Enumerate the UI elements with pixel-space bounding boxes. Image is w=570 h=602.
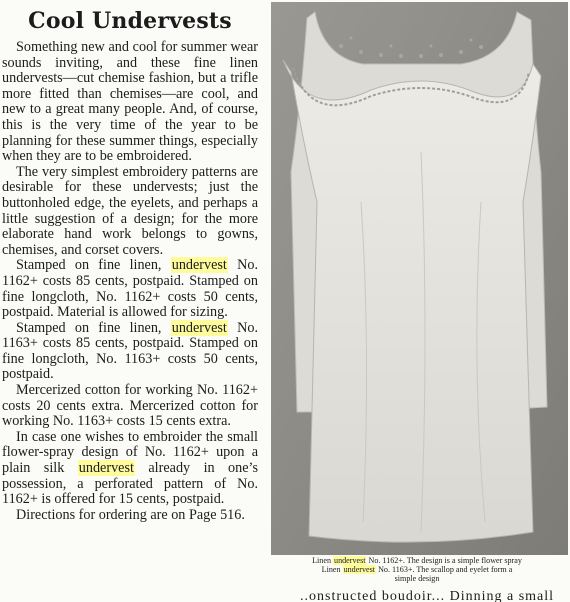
cut-off-next-column-text: ..onstructed boudoir... Dinning a small — [300, 590, 555, 602]
undervest-illustration — [271, 2, 568, 555]
text-segment: Linen — [312, 556, 334, 565]
caption-line-1163 — [264, 565, 570, 574]
text-segment: No. 1162+ costs 85 cents, postpaid. Stamped on fine longcloth, No. 1162+ costs 50 cents, postpaid. Material is allowed for sizing. — [2, 257, 259, 321]
article-column — [2, 4, 258, 523]
text-segment: No. 1163+. The scallop and eyelet form a — [376, 565, 513, 574]
paragraph-ordering: Directions for ordering are on Page 516. — [16, 506, 245, 523]
text-segment: No. 1163+ costs 85 cents, postpaid. Stamped on fine longcloth, No. 1163+ costs 50 cents, postpaid. — [2, 319, 259, 383]
text-segment: Stamped on fine linen, — [16, 257, 171, 274]
text-segment: In case one wishes to embroider the small flower-spray design of No. 1162+ upon a plain silk — [2, 428, 258, 477]
highlighted-term: undervest — [334, 556, 366, 565]
paragraph-patterns: The very simplest embroidery patterns are desirable for these undervests; just the buttonholed edge, the eyelets, and perhaps a little suggestion of a design; for the more elaborate hand work belongs to gowns, chemises, and corset covers. — [2, 163, 258, 258]
article-title: Cool Undervests — [28, 8, 232, 34]
paragraph-intro: Something new and cool for summer wear sounds inviting, and these fine linen undervests—cut chemise fashion, but a trifle more fitted than chemises—are cool, and new to a great many people. And, of course, this is the very time of the year to be planning for these summer things, especially when they are to be embroidered. — [2, 39, 258, 165]
paragraph-1163-pricing — [2, 321, 258, 383]
paragraph-1162-pricing — [2, 258, 258, 320]
paragraph-cotton: Mercerized cotton for working No. 1162+ costs 20 cents extra. Mercerized cotton for working No. 1163+ costs 15 cents extra. — [2, 382, 258, 430]
text-segment: No. 1162+. The design is a simple flower spray — [366, 556, 522, 565]
highlighted-term: undervest — [343, 565, 376, 574]
garment-front — [283, 60, 541, 542]
highlighted-term: undervest — [171, 257, 227, 274]
photo-caption — [264, 556, 570, 583]
paragraph-perforated-pattern — [2, 430, 258, 508]
caption-line-3: simple design — [394, 574, 440, 583]
text-segment: Stamped on fine linen, — [16, 319, 171, 336]
undervest-photo — [271, 2, 568, 555]
caption-line-1162 — [264, 556, 570, 565]
highlighted-term: undervest — [171, 319, 227, 336]
highlighted-term: undervest — [78, 460, 134, 477]
text-segment: Linen — [321, 565, 343, 574]
text-segment: already in one’s possession, a perforated pattern of No. 1162+ is offered for 15 cents, postpaid. — [2, 460, 258, 508]
